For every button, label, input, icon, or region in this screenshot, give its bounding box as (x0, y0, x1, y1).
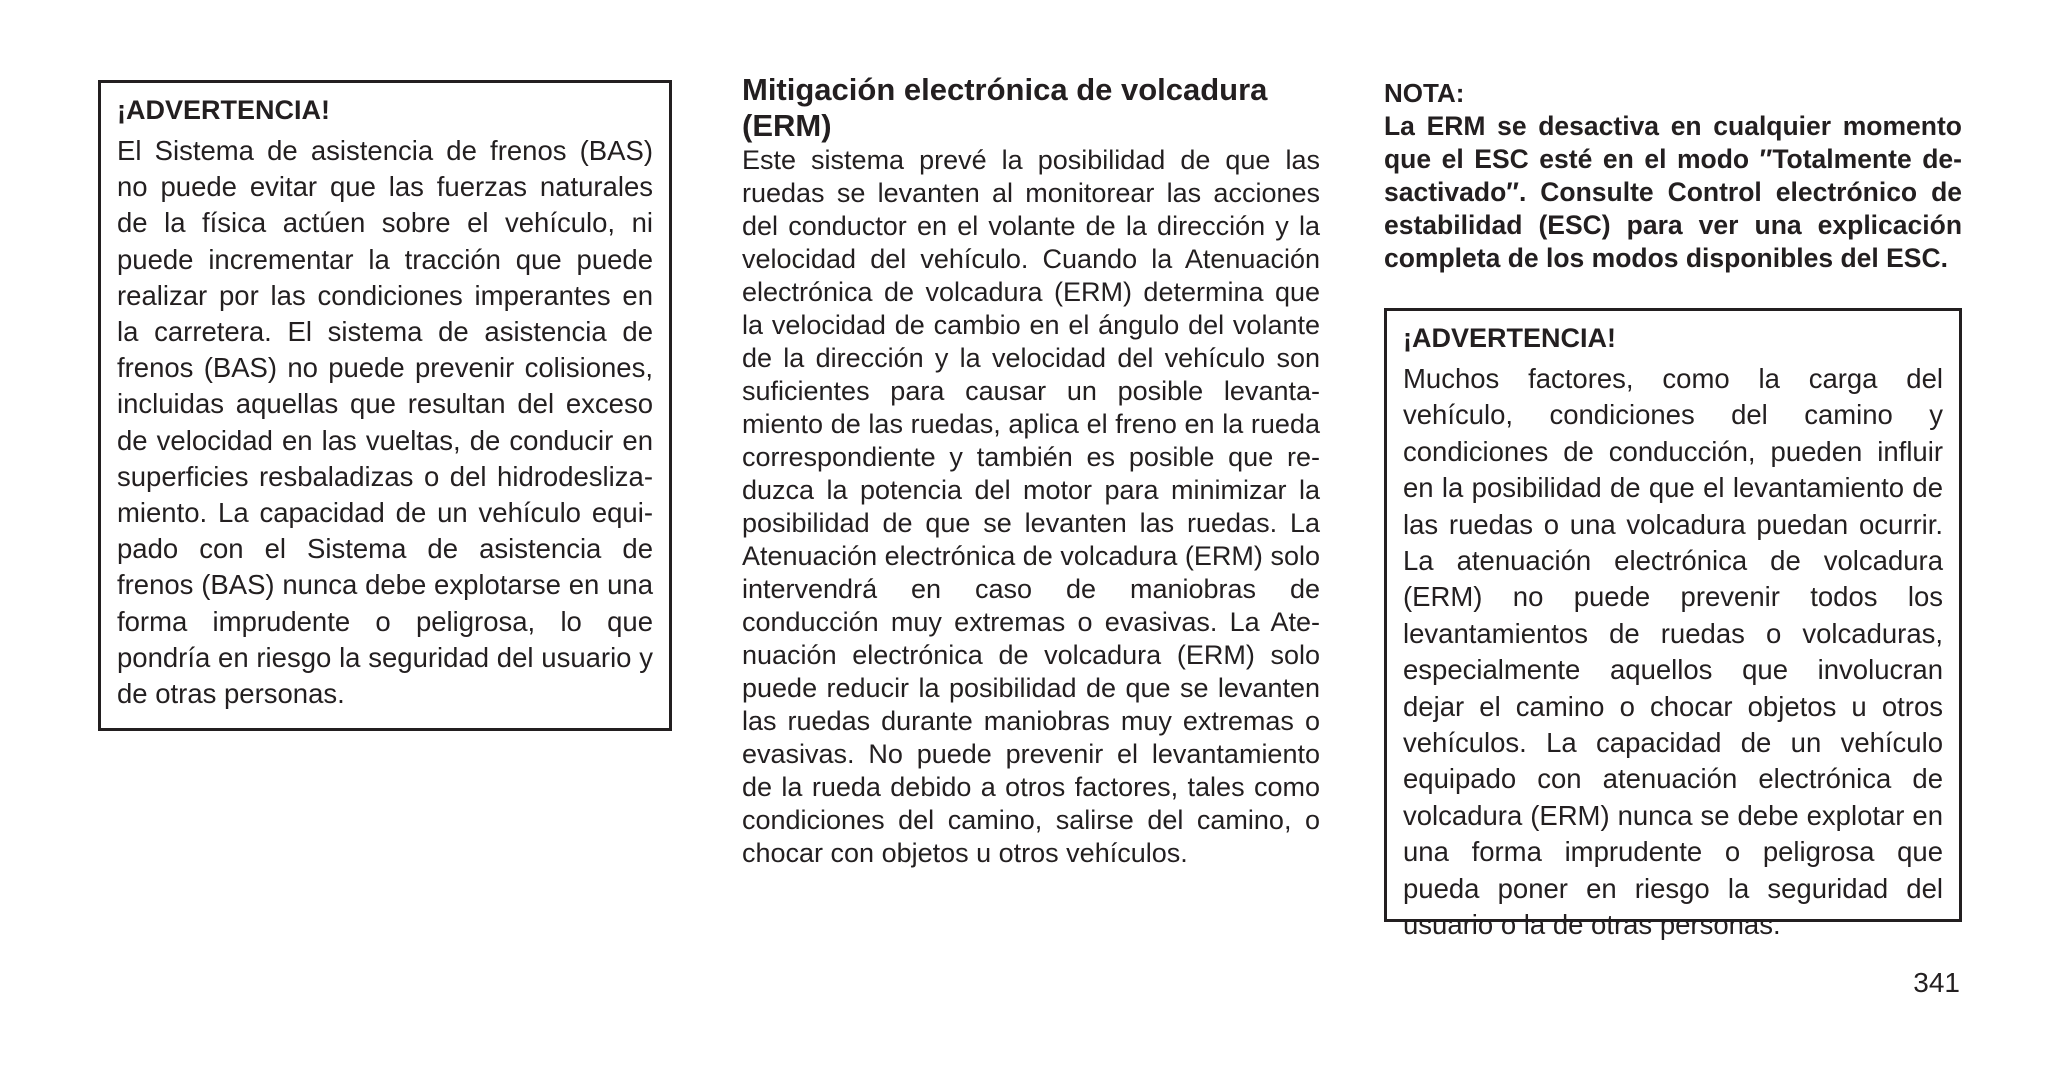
warning-title: ¡ADVERTENCIA! (1403, 323, 1616, 353)
note-label: NOTA: (1384, 78, 1465, 108)
warning-text: El Sistema de asistencia de frenos (BAS) no puede evitar que las fuerzas naturales de la física actúen sobre el vehículo, ni puede incrementar la tracción que puede realizar por las condiciones imperantes en la carretera. El sistema de asistencia de frenos (BAS) no puede prevenir colisiones, incluidas aquellas que resultan del exceso de velocidad en las vueltas, de conducir en superficies resbaladizas o del hidrodeslizamiento. La capacidad de un vehículo equipado con el Sistema de asistencia de frenos (BAS) nunca debe explotarse en una forma imprudente o peligrosa, lo que pondría en riesgo la seguridad del usuario y de otras personas. (117, 135, 653, 710)
section-erm (742, 72, 1320, 870)
section-heading: Mitigación electrónica de volcadura (ERM) (742, 72, 1268, 143)
warning-box-bas (98, 80, 672, 731)
note-text: La ERM se desactiva en cualquier momento que el ESC esté en el modo ″Totalmente desactivado″. Consulte Control electrónico de estabilidad (ESC) para ver una explicación completa de los modos disponibles del ESC. (1384, 111, 1962, 273)
note-block (1384, 76, 1962, 275)
warning-text: Muchos factores, como la carga del vehículo, condiciones del camino y condiciones de conducción, pueden influir en la posibilidad de que el levantamiento de las ruedas o una volcadura puedan ocurrir. La atenuación electrónica de volcadura (ERM) no puede prevenir todos los levantamientos de ruedas o volcaduras, especialmente aquellos que involucran dejar el camino o chocar objetos u otros vehículos. La capacidad de un vehículo equipado con atenuación electrónica de volcadura (ERM) nunca se debe explotar en una forma imprudente o peligrosa que pueda poner en riesgo la seguridad del usuario o la de otras personas. (1403, 363, 1943, 941)
warning-box-erm (1384, 308, 1962, 941)
page-number: 341 (1913, 967, 1960, 998)
warning-title: ¡ADVERTENCIA! (117, 95, 330, 125)
section-text: Este sistema prevé la posibilidad de que las ruedas se levanten al monitorear las acciones del conductor en el volante de la dirección y la velocidad del vehículo. Cuando la Atenuación electrónica de volcadura (ERM) determina que la velocidad de cambio en el ángulo del volante de la dirección y la velocidad del vehículo son suficientes para causar un posible levantamiento de las ruedas, aplica el freno en la rueda correspondiente y también es posible que reduzca la potencia del motor para minimizar la posibilidad de que se levanten las ruedas. La Atenuación electrónica de volcadura (ERM) solo intervendrá en caso de maniobras de conducción muy extremas o evasivas. La Atenuación electrónica de volcadura (ERM) solo puede reducir la posibilidad de que se levanten las ruedas durante maniobras muy extremas o evasivas. No puede prevenir el levantamiento de la rueda debido a otros factores, tales como condiciones del camino, salirse del camino, o chocar con objetos u otros vehículos. (742, 145, 1320, 868)
